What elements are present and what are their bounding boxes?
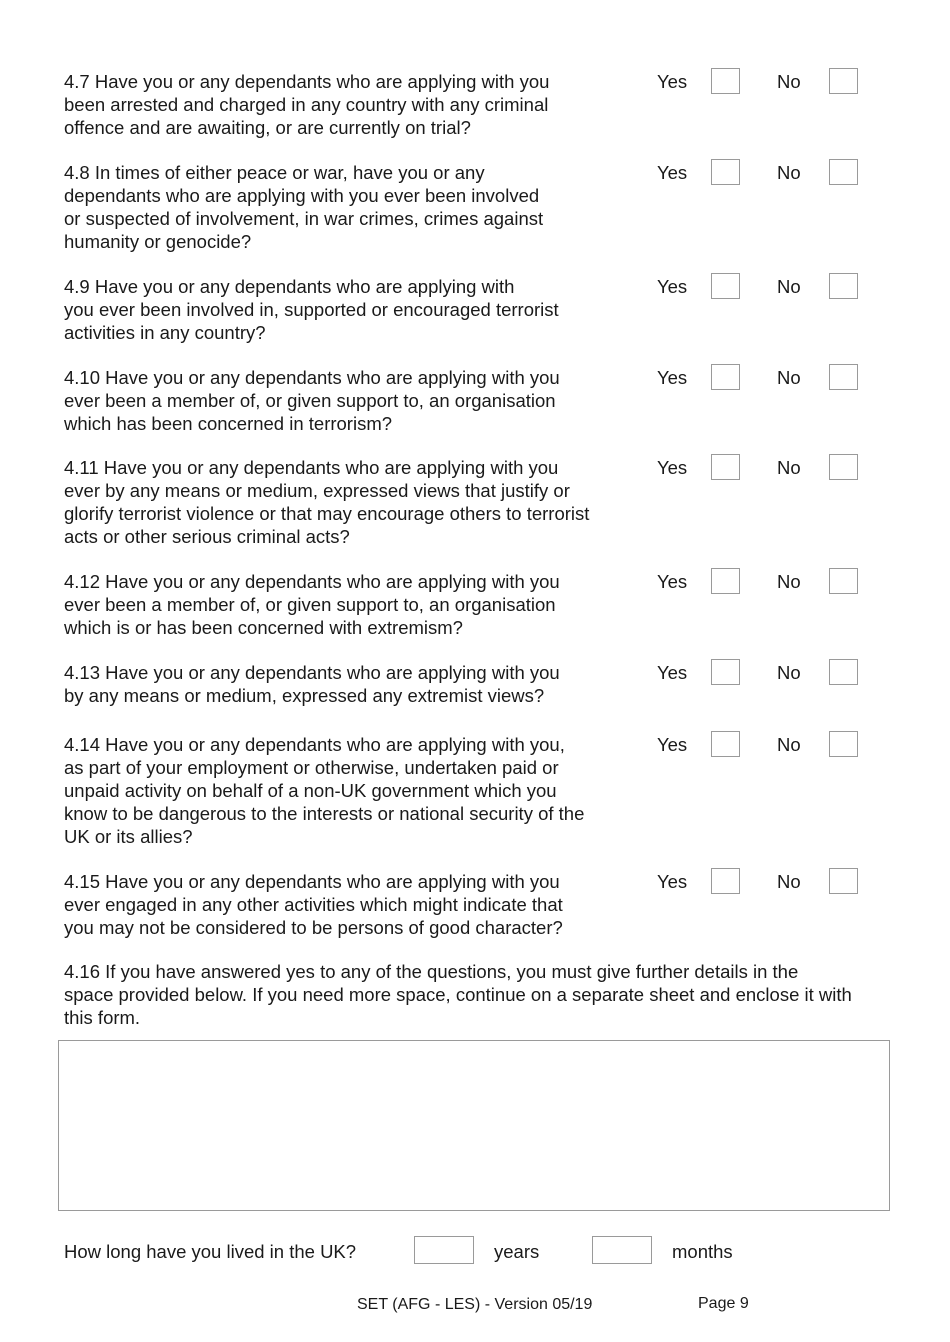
no-label: No [777, 276, 801, 297]
question-4-13-no-checkbox[interactable] [829, 659, 858, 685]
question-4-14-yes-checkbox[interactable] [711, 731, 740, 757]
no-label: No [777, 71, 801, 92]
question-4-13-text: 4.13 Have you or any dependants who are applying with you by any means or medium, expressed any extremist views? [64, 662, 560, 706]
years-label: years [494, 1241, 540, 1262]
uk-residence-row [0, 1240, 950, 1270]
no-label: No [777, 571, 801, 592]
question-4-11-text: 4.11 Have you or any dependants who are applying with you ever by any means or medium, expressed views that justify or glorify terrorist violence or that may encourage others to terrorist acts or other serious criminal acts? [64, 457, 590, 547]
yes-label: Yes [657, 276, 688, 297]
question-4-15-text: 4.15 Have you or any dependants who are applying with you ever engaged in any other activities which might indicate that you may not be considered to be persons of good character? [64, 871, 563, 938]
page-number: Page 9 [698, 1295, 749, 1312]
question-4-11-no-checkbox[interactable] [829, 454, 858, 480]
question-4-15-no-checkbox[interactable] [829, 868, 858, 894]
yes-label: Yes [657, 162, 688, 183]
question-4-11-yes-checkbox[interactable] [711, 454, 740, 480]
question-4-8-no-checkbox[interactable] [829, 159, 858, 185]
question-4-10-yes-checkbox[interactable] [711, 364, 740, 390]
question-4-12-text: 4.12 Have you or any dependants who are applying with you ever been a member of, or given support to, an organisation which is or has been concerned with extremism? [64, 571, 560, 638]
question-4-9-text: 4.9 Have you or any dependants who are applying with you ever been involved in, supported or encouraged terrorist activities in any country? [64, 276, 559, 343]
yes-label: Yes [657, 457, 688, 478]
months-input[interactable] [592, 1236, 652, 1264]
no-label: No [777, 662, 801, 683]
yes-label: Yes [657, 871, 688, 892]
question-4-14-no-checkbox[interactable] [829, 731, 858, 757]
yes-label: Yes [657, 734, 688, 755]
question-4-7-yes-checkbox[interactable] [711, 68, 740, 94]
yes-label: Yes [657, 662, 688, 683]
question-4-16-text: 4.16 If you have answered yes to any of the questions, you must give further details in the space provided below. If you need more space, continue on a separate sheet and enclose it with this form. [64, 961, 852, 1028]
question-4-12-yes-checkbox[interactable] [711, 568, 740, 594]
question-4-7-text: 4.7 Have you or any dependants who are applying with you been arrested and charged in any country with any criminal offence and are awaiting, or are currently on trial? [64, 71, 550, 138]
no-label: No [777, 734, 801, 755]
question-4-8-text: 4.8 In times of either peace or war, have you or any dependants who are applying with you ever been involved or suspected of involvement, in war crimes, crimes against humanity or genocide? [64, 162, 544, 252]
question-4-9-no-checkbox[interactable] [829, 273, 858, 299]
further-details-textarea[interactable] [58, 1040, 890, 1211]
question-4-8-yes-checkbox[interactable] [711, 159, 740, 185]
question-4-12-no-checkbox[interactable] [829, 568, 858, 594]
uk-residence-question: How long have you lived in the UK? [64, 1241, 357, 1262]
years-input[interactable] [414, 1236, 474, 1264]
yes-label: Yes [657, 71, 688, 92]
question-4-9-yes-checkbox[interactable] [711, 273, 740, 299]
no-label: No [777, 367, 801, 388]
no-label: No [777, 457, 801, 478]
question-4-13-yes-checkbox[interactable] [711, 659, 740, 685]
form-version-footer: SET (AFG - LES) - Version 05/19 [357, 1296, 593, 1313]
question-4-10-text: 4.10 Have you or any dependants who are applying with you ever been a member of, or given support to, an organisation which has been concerned in terrorism? [64, 367, 560, 434]
yes-label: Yes [657, 367, 688, 388]
question-4-15-yes-checkbox[interactable] [711, 868, 740, 894]
question-4-7-no-checkbox[interactable] [829, 68, 858, 94]
no-label: No [777, 162, 801, 183]
yes-label: Yes [657, 571, 688, 592]
no-label: No [777, 871, 801, 892]
months-label: months [672, 1241, 733, 1262]
question-4-14-text: 4.14 Have you or any dependants who are applying with you, as part of your employment or otherwise, undertaken paid or unpaid activity on behalf of a non-UK government which you know to be dangerous to the interests or national security of the UK or its allies? [64, 734, 585, 847]
question-4-10-no-checkbox[interactable] [829, 364, 858, 390]
